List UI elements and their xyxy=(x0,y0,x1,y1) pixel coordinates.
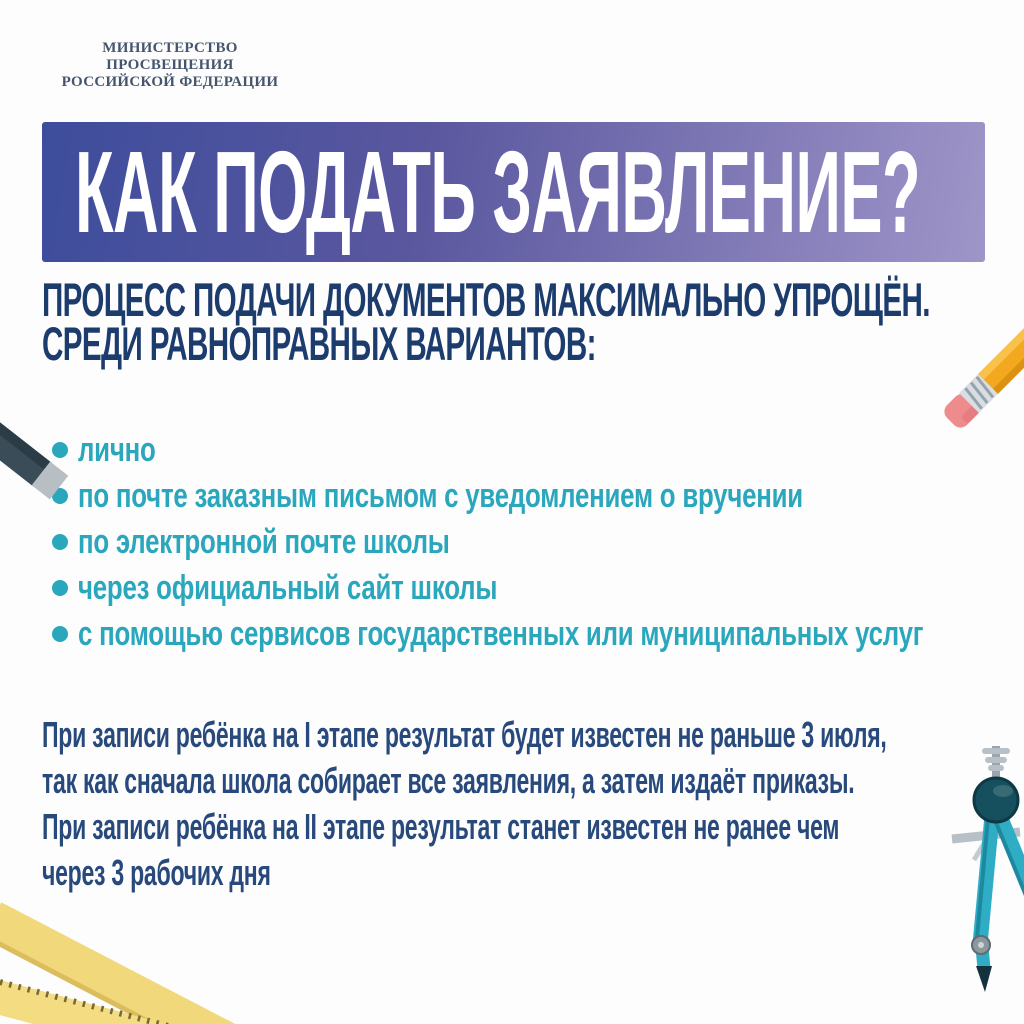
note-line: При записи ребёнка на II этапе результат станет известен не ранее чем xyxy=(42,806,840,847)
list-item xyxy=(52,611,1012,657)
bullet-icon xyxy=(52,534,68,550)
option-label: по электронной почте школы xyxy=(78,523,450,561)
subtitle-line: СРЕДИ РАВНОПРАВНЫХ ВАРИАНТОВ: xyxy=(42,317,596,370)
list-item xyxy=(52,427,1012,473)
note-line: так как сначала школа собирает все заявления, а затем издаёт приказы. xyxy=(42,760,855,801)
option-label: с помощью сервисов государственных или муниципальных услуг xyxy=(78,615,924,653)
list-item xyxy=(52,519,1012,565)
page-title: КАК ПОДАТЬ ЗАЯВЛЕНИЕ? xyxy=(75,127,921,257)
logo-line2: РОССИЙСКОЙ ФЕДЕРАЦИИ xyxy=(61,74,279,90)
bullet-icon xyxy=(52,488,68,504)
bullet-icon xyxy=(52,580,68,596)
note-paragraph xyxy=(42,712,1002,896)
option-label: через официальный сайт школы xyxy=(78,569,498,607)
list-item xyxy=(52,565,1012,611)
options-list xyxy=(52,427,1012,657)
title-banner xyxy=(42,122,985,262)
set-square-icon xyxy=(0,880,260,1024)
bullet-icon xyxy=(52,442,68,458)
note-line: через 3 рабочих дня xyxy=(42,852,271,893)
list-item xyxy=(52,473,1012,519)
subtitle-line: ПРОЦЕСС ПОДАЧИ ДОКУМЕНТОВ МАКСИМАЛЬНО УПРОЩЁН. xyxy=(42,273,930,326)
option-label: лично xyxy=(78,431,156,469)
note-line: При записи ребёнка на I этапе результат будет известен не раньше 3 июля, xyxy=(42,714,887,755)
ministry-logo xyxy=(40,40,300,91)
subtitle xyxy=(42,273,1002,370)
bullet-icon xyxy=(52,626,68,642)
option-label: по почте заказным письмом с уведомлением о вручении xyxy=(78,477,803,515)
logo-line1: МИНИСТЕРСТВО ПРОСВЕЩЕНИЯ xyxy=(102,40,238,73)
